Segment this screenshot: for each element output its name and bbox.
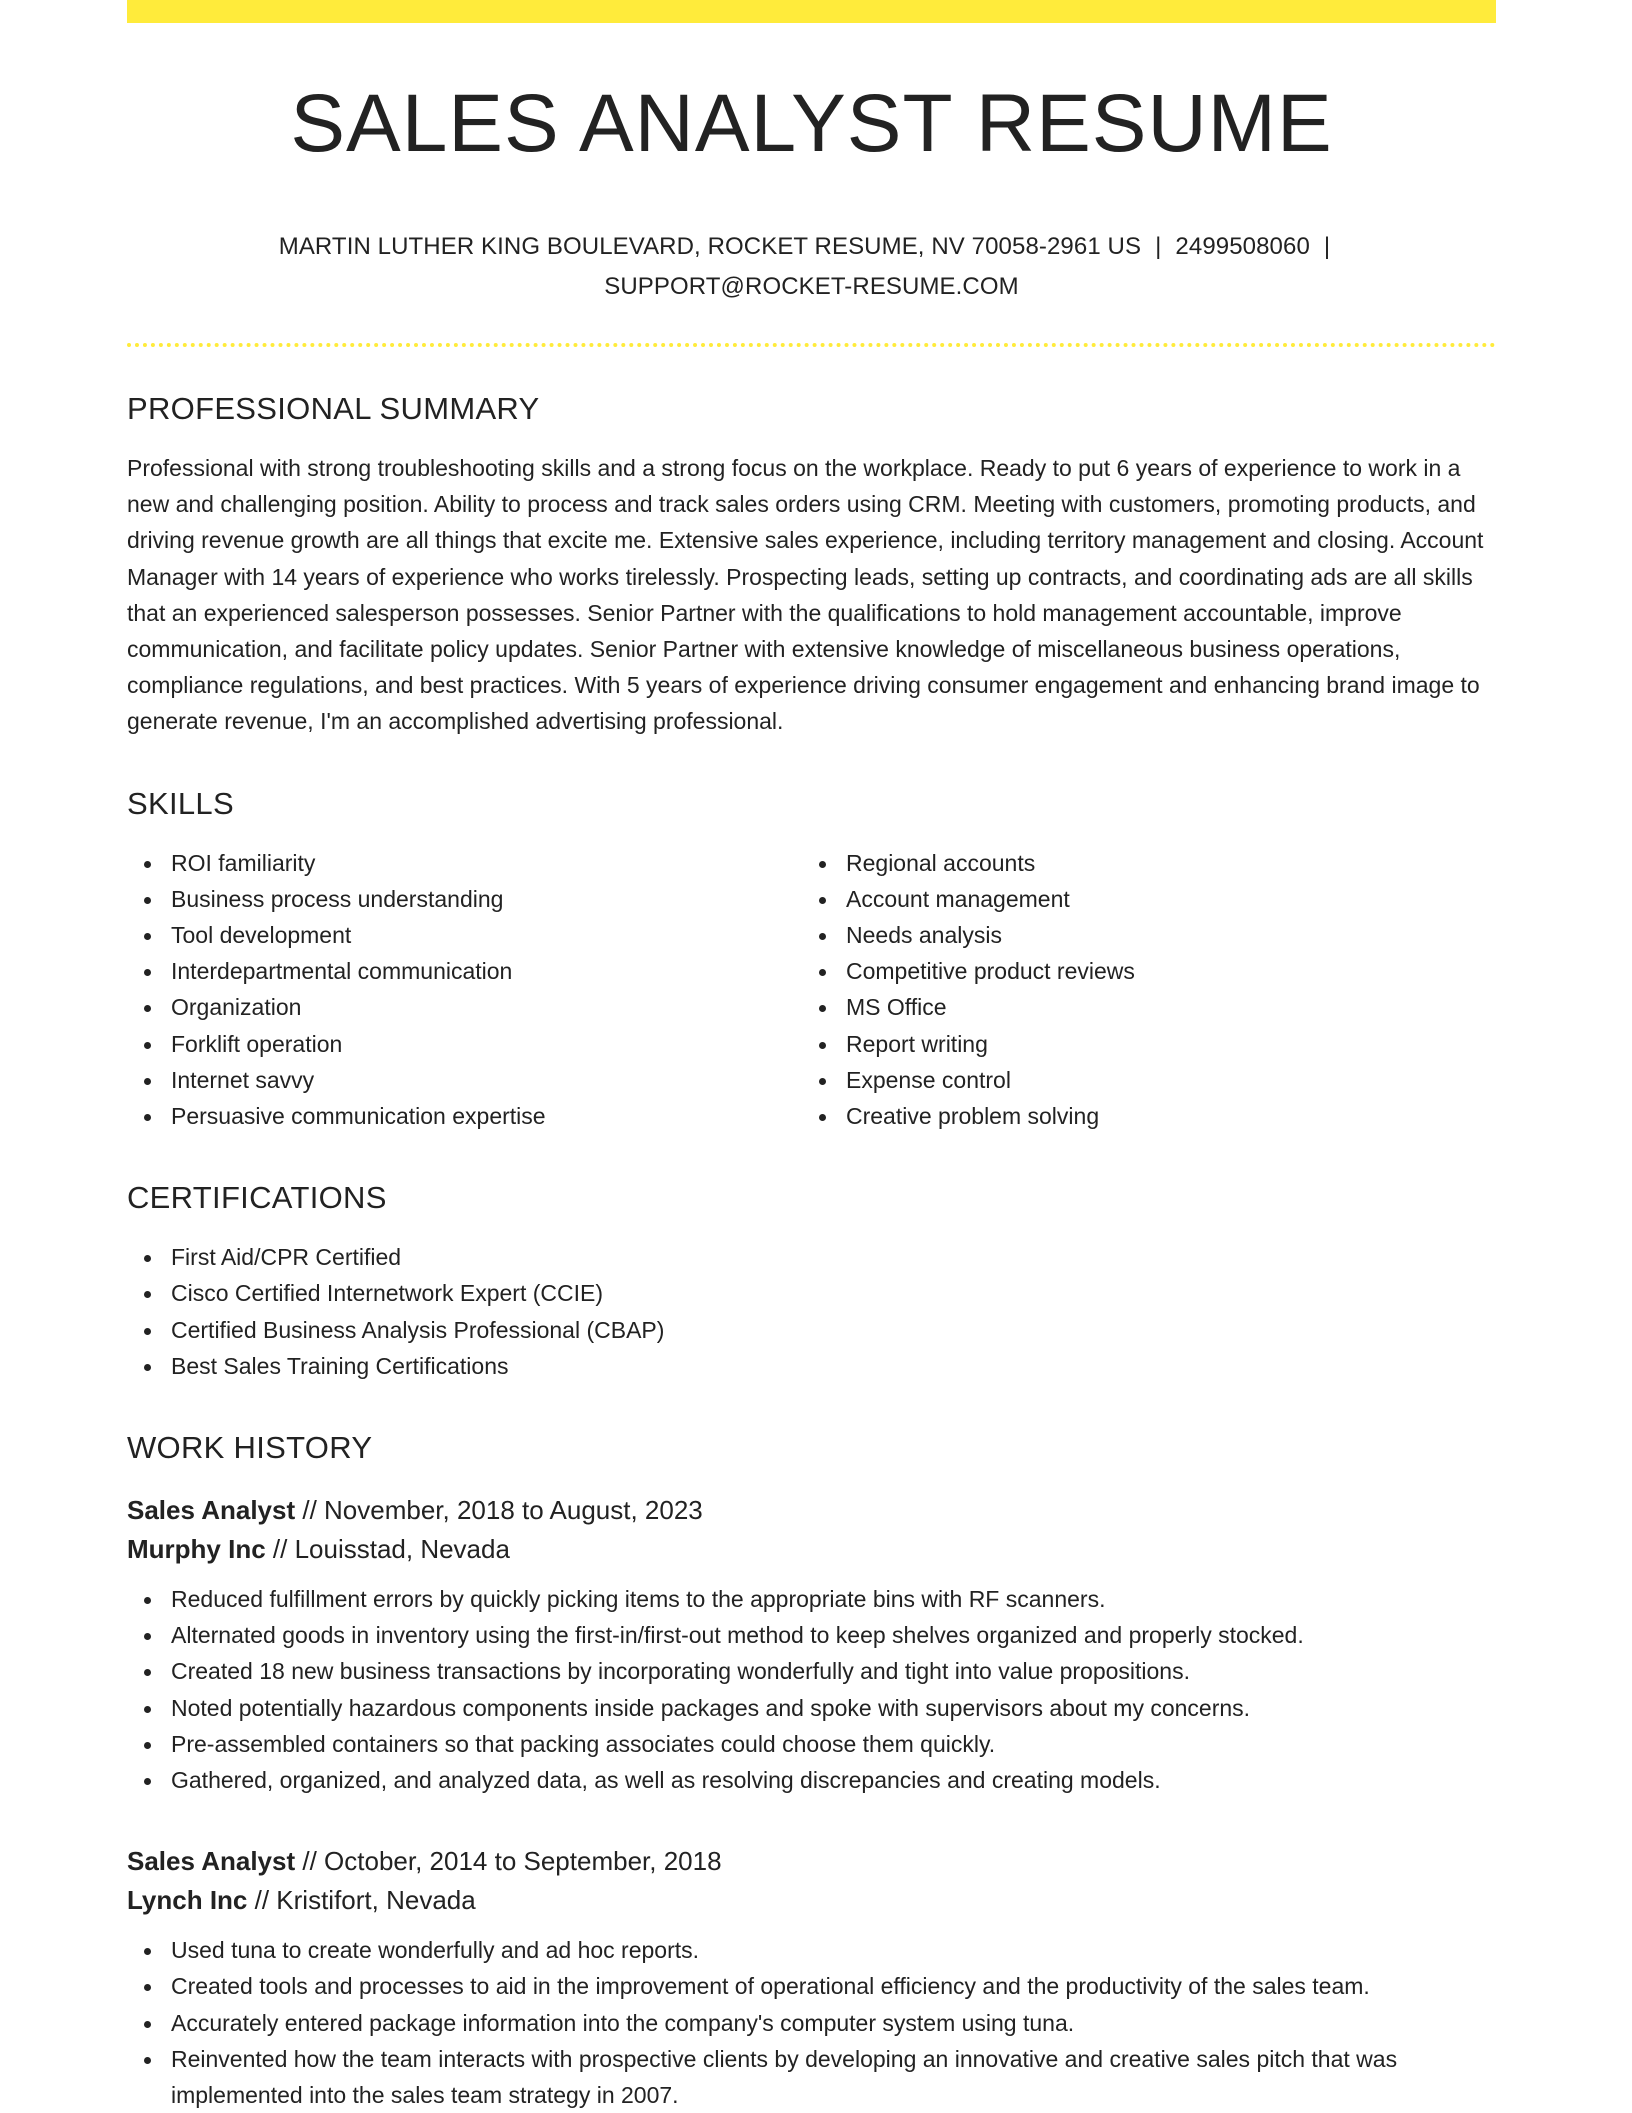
contact-phone: 2499508060: [1175, 233, 1310, 260]
certifications-section: [127, 1182, 1496, 1384]
skill-item: Organization: [127, 989, 802, 1025]
certification-item: Certified Business Analysis Professional (CBAP): [127, 1312, 1496, 1348]
skills-section: [127, 785, 1496, 1135]
skill-item: Account management: [802, 881, 1477, 917]
job-location: // Louisstad, Nevada: [272, 1534, 510, 1565]
job-bullet: Alternated goods in inventory using the first-in/first-out method to keep shelves organized and properly stocked.: [127, 1617, 1496, 1653]
skill-item: Persuasive communication expertise: [127, 1098, 802, 1134]
skill-item: Regional accounts: [802, 845, 1477, 881]
job-title: Sales Analyst: [127, 1495, 296, 1526]
skill-item: ROI familiarity: [127, 845, 802, 881]
job-company-line: [127, 1881, 1496, 1920]
job-bullet: Created 18 new business transactions by incorporating wonderfully and tight into value propositions.: [127, 1653, 1496, 1689]
job-company: Murphy Inc: [127, 1534, 266, 1565]
skill-item: Expense control: [802, 1062, 1477, 1098]
work-history-heading: WORK HISTORY: [127, 1430, 373, 1466]
job-bullet: Used tuna to create wonderfully and ad hoc reports.: [127, 1932, 1496, 1968]
skill-item: Interdepartmental communication: [127, 953, 802, 989]
certifications-list: [127, 1239, 1496, 1384]
job-company: Lynch Inc: [127, 1885, 248, 1916]
job-bullets: [127, 1581, 1496, 1798]
job-bullet: Accurately entered package information into the company's computer system using tuna.: [127, 2005, 1496, 2041]
certification-item: First Aid/CPR Certified: [127, 1239, 1496, 1275]
job-title-line: [127, 1842, 1496, 1881]
contact-info: [127, 227, 1496, 307]
skill-item: Tool development: [127, 917, 802, 953]
certification-item: Best Sales Training Certifications: [127, 1348, 1496, 1384]
skill-item: Needs analysis: [802, 917, 1477, 953]
resume-page: [127, 0, 1496, 2113]
job-location: // Kristifort, Nevada: [254, 1885, 476, 1916]
job-bullet: Reinvented how the team interacts with prospective clients by developing an innovative and creative sales pitch that was implemented into the sales team strategy in 2007.: [127, 2041, 1496, 2113]
skill-item: Internet savvy: [127, 1062, 802, 1098]
skill-item: Forklift operation: [127, 1026, 802, 1062]
contact-separator: |: [1155, 233, 1162, 260]
skill-item: Business process understanding: [127, 881, 802, 917]
skills-heading: SKILLS: [127, 785, 234, 821]
job-bullets: [127, 1932, 1496, 2113]
skill-item: Report writing: [802, 1026, 1477, 1062]
job-title-line: [127, 1491, 1496, 1530]
job-bullet: Noted potentially hazardous components inside packages and spoke with supervisors about my concerns.: [127, 1690, 1496, 1726]
skills-columns: [127, 845, 1496, 1135]
certification-item: Cisco Certified Internetwork Expert (CCIE): [127, 1275, 1496, 1311]
work-history-section: [127, 1432, 1496, 2113]
skills-list-left: [127, 845, 802, 1135]
skill-item: MS Office: [802, 989, 1477, 1025]
summary-section: [127, 393, 1496, 740]
job-title: Sales Analyst: [127, 1846, 296, 1877]
job-bullet: Gathered, organized, and analyzed data, as well as resolving discrepancies and creating models.: [127, 1762, 1496, 1798]
contact-email: SUPPORT@ROCKET-RESUME.COM: [604, 273, 1019, 300]
contact-separator: |: [1323, 233, 1331, 260]
skill-item: Creative problem solving: [802, 1098, 1477, 1134]
job-entry: [127, 1842, 1496, 2113]
job-company-line: [127, 1530, 1496, 1569]
job-bullet: Created tools and processes to aid in the improvement of operational efficiency and the productivity of the sales team.: [127, 1968, 1496, 2004]
skill-item: Competitive product reviews: [802, 953, 1477, 989]
certifications-heading: CERTIFICATIONS: [127, 1180, 387, 1216]
job-bullet: Reduced fulfillment errors by quickly picking items to the appropriate bins with RF scanners.: [127, 1581, 1496, 1617]
job-dates: // November, 2018 to August, 2023: [302, 1495, 703, 1526]
summary-text: Professional with strong troubleshooting skills and a strong focus on the workplace. Ready to put 6 years of experience to work in a new and challenging position. Ability to process and track sales orders using CRM. Meeting with customers, promoting products, and driving revenue growth are all things that excite me. Extensive sales experience, including territory management and closing. Account Manager with 14 years of experience who works tirelessly. Prospecting leads, setting up contracts, and coordinating ads are all skills that an experienced salesperson possesses. Senior Partner with the qualifications to hold management accountable, improve communication, and facilitate policy updates. Senior Partner with extensive knowledge of miscellaneous business operations, compliance regulations, and best practices. With 5 years of experience driving consumer engagement and enhancing brand image to generate revenue, I'm an accomplished advertising professional.: [127, 455, 1484, 735]
dotted-divider: [127, 343, 1496, 347]
skills-list-right: [802, 845, 1477, 1135]
contact-address: MARTIN LUTHER KING BOULEVARD, ROCKET RESUME, NV 70058-2961 US: [278, 233, 1142, 260]
job-bullet: Pre-assembled containers so that packing associates could choose them quickly.: [127, 1726, 1496, 1762]
resume-title: SALES ANALYST RESUME: [290, 78, 1333, 169]
summary-heading: PROFESSIONAL SUMMARY: [127, 391, 540, 426]
top-accent-bar: [127, 0, 1496, 23]
job-dates: // October, 2014 to September, 2018: [302, 1846, 722, 1877]
job-entry: [127, 1491, 1496, 1798]
